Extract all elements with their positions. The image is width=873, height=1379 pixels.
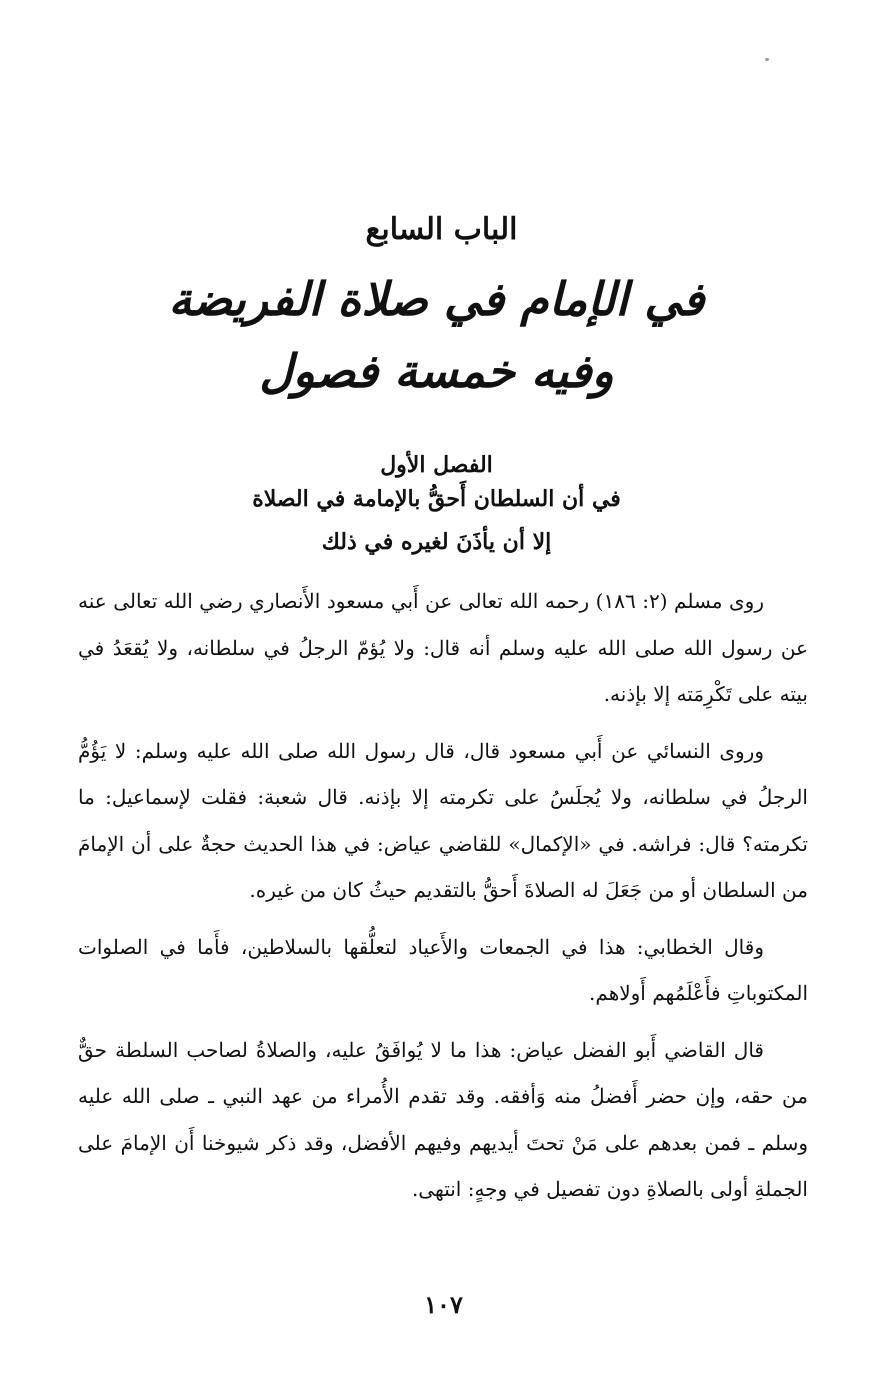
section-title-line-1: في أن السلطان أَحقُّ بالإمامة في الصلاة xyxy=(252,486,621,512)
chapter-title-line-1: في الإمام في صلاة الفريضة xyxy=(168,272,705,326)
page-number: ١٠٧ xyxy=(424,1290,463,1319)
paragraph-1: روى مسلم (٢: ١٨٦) رحمه الله تعالى عن أَبي مسعود الأَنصاري رضي الله تعالى عنه عن رسول الله صلى الله عليه وسلم أنه قال: ولا يُؤمّ الرجلُ في سلطانه، ولا يُقعَدُ في بيته على تَكْرِمَته إلا بإذنه. xyxy=(78,589,808,706)
section-number: الفصل الأول xyxy=(380,452,493,478)
paragraph-3: وقال الخطابي: هذا في الجمعات والأَعياد لتعلُّقها بالسلاطين، فأَما في الصلوات المكتوباتِ فأَعْلَمُهم أَولاهم. xyxy=(78,934,808,1005)
scan-speck xyxy=(765,58,769,61)
paragraph-2: وروى النسائي عن أَبي مسعود قال، قال رسول الله صلى الله عليه وسلم: لا يَؤُمُّ الرجلُ في سلطانه، ولا يُجلَسُ على تكرمته إلا بإذنه. قال شعبة: فقلت لإسماعيل: ما تكرمته؟ قال: فراشه. في «الإكمال» للقاضي عياض: في هذا الحديث حجةٌ على أن الإمامَ من السلطان أو من جَعَلَ له الصلاةَ أَحقُّ بالتقديم حيثُ كان من غيره. xyxy=(78,738,808,902)
chapter-label: الباب السابع xyxy=(365,212,518,247)
section-title-line-2: إلا أن يأذَنَ لغيره في ذلك xyxy=(321,529,552,555)
paragraph-4: قال القاضي أَبو الفضل عياض: هذا ما لا يُوافَقُ عليه، والصلاةُ لصاحب السلطة حقٌّ من حقه، وإن حضر أَفضلُ منه وَأفقه. وقد تقدم الأُمراء من عهد النبي ـ صلى الله عليه وسلم ـ فمن بعدهم على مَنْ تحتَ أيديهم وفيهم الأفضل، وقد ذكر شيوخنا أَن الإمامَ على الجملةِ أولى بالصلاةِ دون تفصيل في وجهٍ: انتهى. xyxy=(78,1037,808,1201)
chapter-title-line-2: وفيه خمسة فصول xyxy=(259,344,614,398)
body-text xyxy=(78,578,808,1223)
